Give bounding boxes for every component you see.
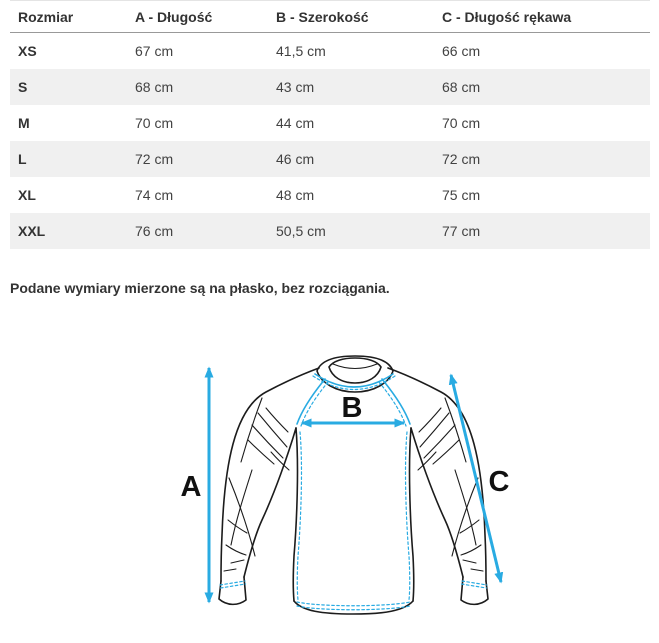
right-raglan-seam [382, 379, 410, 424]
right-cuff-stitch [462, 581, 488, 588]
length-cell: 76 cm [135, 223, 174, 239]
size-cell: S [18, 79, 28, 95]
hem-stitch [297, 602, 410, 610]
left-wrinkles [224, 398, 289, 571]
label-c: C [488, 466, 510, 498]
left-sleeve-inner [244, 428, 296, 577]
label-b: B [341, 392, 363, 424]
width-cell: 43 cm [276, 79, 315, 95]
left-raglan-seam-stitch [301, 382, 328, 426]
right-wrinkles [418, 398, 483, 571]
label-a: A [180, 471, 202, 503]
right-sleeve-inner [411, 428, 463, 577]
width-cell: 50,5 cm [276, 223, 326, 239]
right-raglan-seam-stitch [379, 382, 406, 426]
size-cell: L [18, 151, 27, 167]
length-cell: 72 cm [135, 151, 174, 167]
right-cuff [461, 577, 488, 604]
width-cell: 44 cm [276, 115, 315, 131]
left-cuff-stitch [220, 581, 246, 588]
size-cell: XL [18, 187, 36, 203]
length-cell: 68 cm [135, 79, 174, 95]
sleeve-cell: 68 cm [442, 79, 481, 95]
column-header-length: A - Długość [135, 8, 213, 25]
column-header-size: Rozmiar [18, 8, 74, 25]
length-cell: 67 cm [135, 43, 174, 59]
left-sleeve-outer [221, 368, 319, 581]
collar-back-line [333, 364, 377, 369]
sleeve-cell: 70 cm [442, 115, 481, 131]
column-header-sleeve: C - Długość rękawa [442, 8, 572, 25]
body-left-edge [293, 428, 297, 601]
length-cell: 74 cm [135, 187, 174, 203]
size-cell: M [18, 115, 30, 131]
body-right-edge [410, 428, 414, 601]
sleeve-cell: 66 cm [442, 43, 481, 59]
measurement-note: Podane wymiary mierzone są na płasko, bez rozciągania. [10, 280, 390, 296]
width-cell: 41,5 cm [276, 43, 326, 59]
right-sleeve-outer [388, 368, 486, 581]
size-cell: XXL [18, 223, 46, 239]
width-cell: 48 cm [276, 187, 315, 203]
width-cell: 46 cm [276, 151, 315, 167]
left-raglan-seam [297, 379, 325, 424]
sleeve-cell: 77 cm [442, 223, 481, 239]
size-cell: XS [18, 43, 37, 59]
collar-inner [329, 358, 381, 383]
length-cell: 70 cm [135, 115, 174, 131]
sleeve-cell: 72 cm [442, 151, 481, 167]
column-header-width: B - Szerokość [276, 8, 369, 25]
sleeve-cell: 75 cm [442, 187, 481, 203]
